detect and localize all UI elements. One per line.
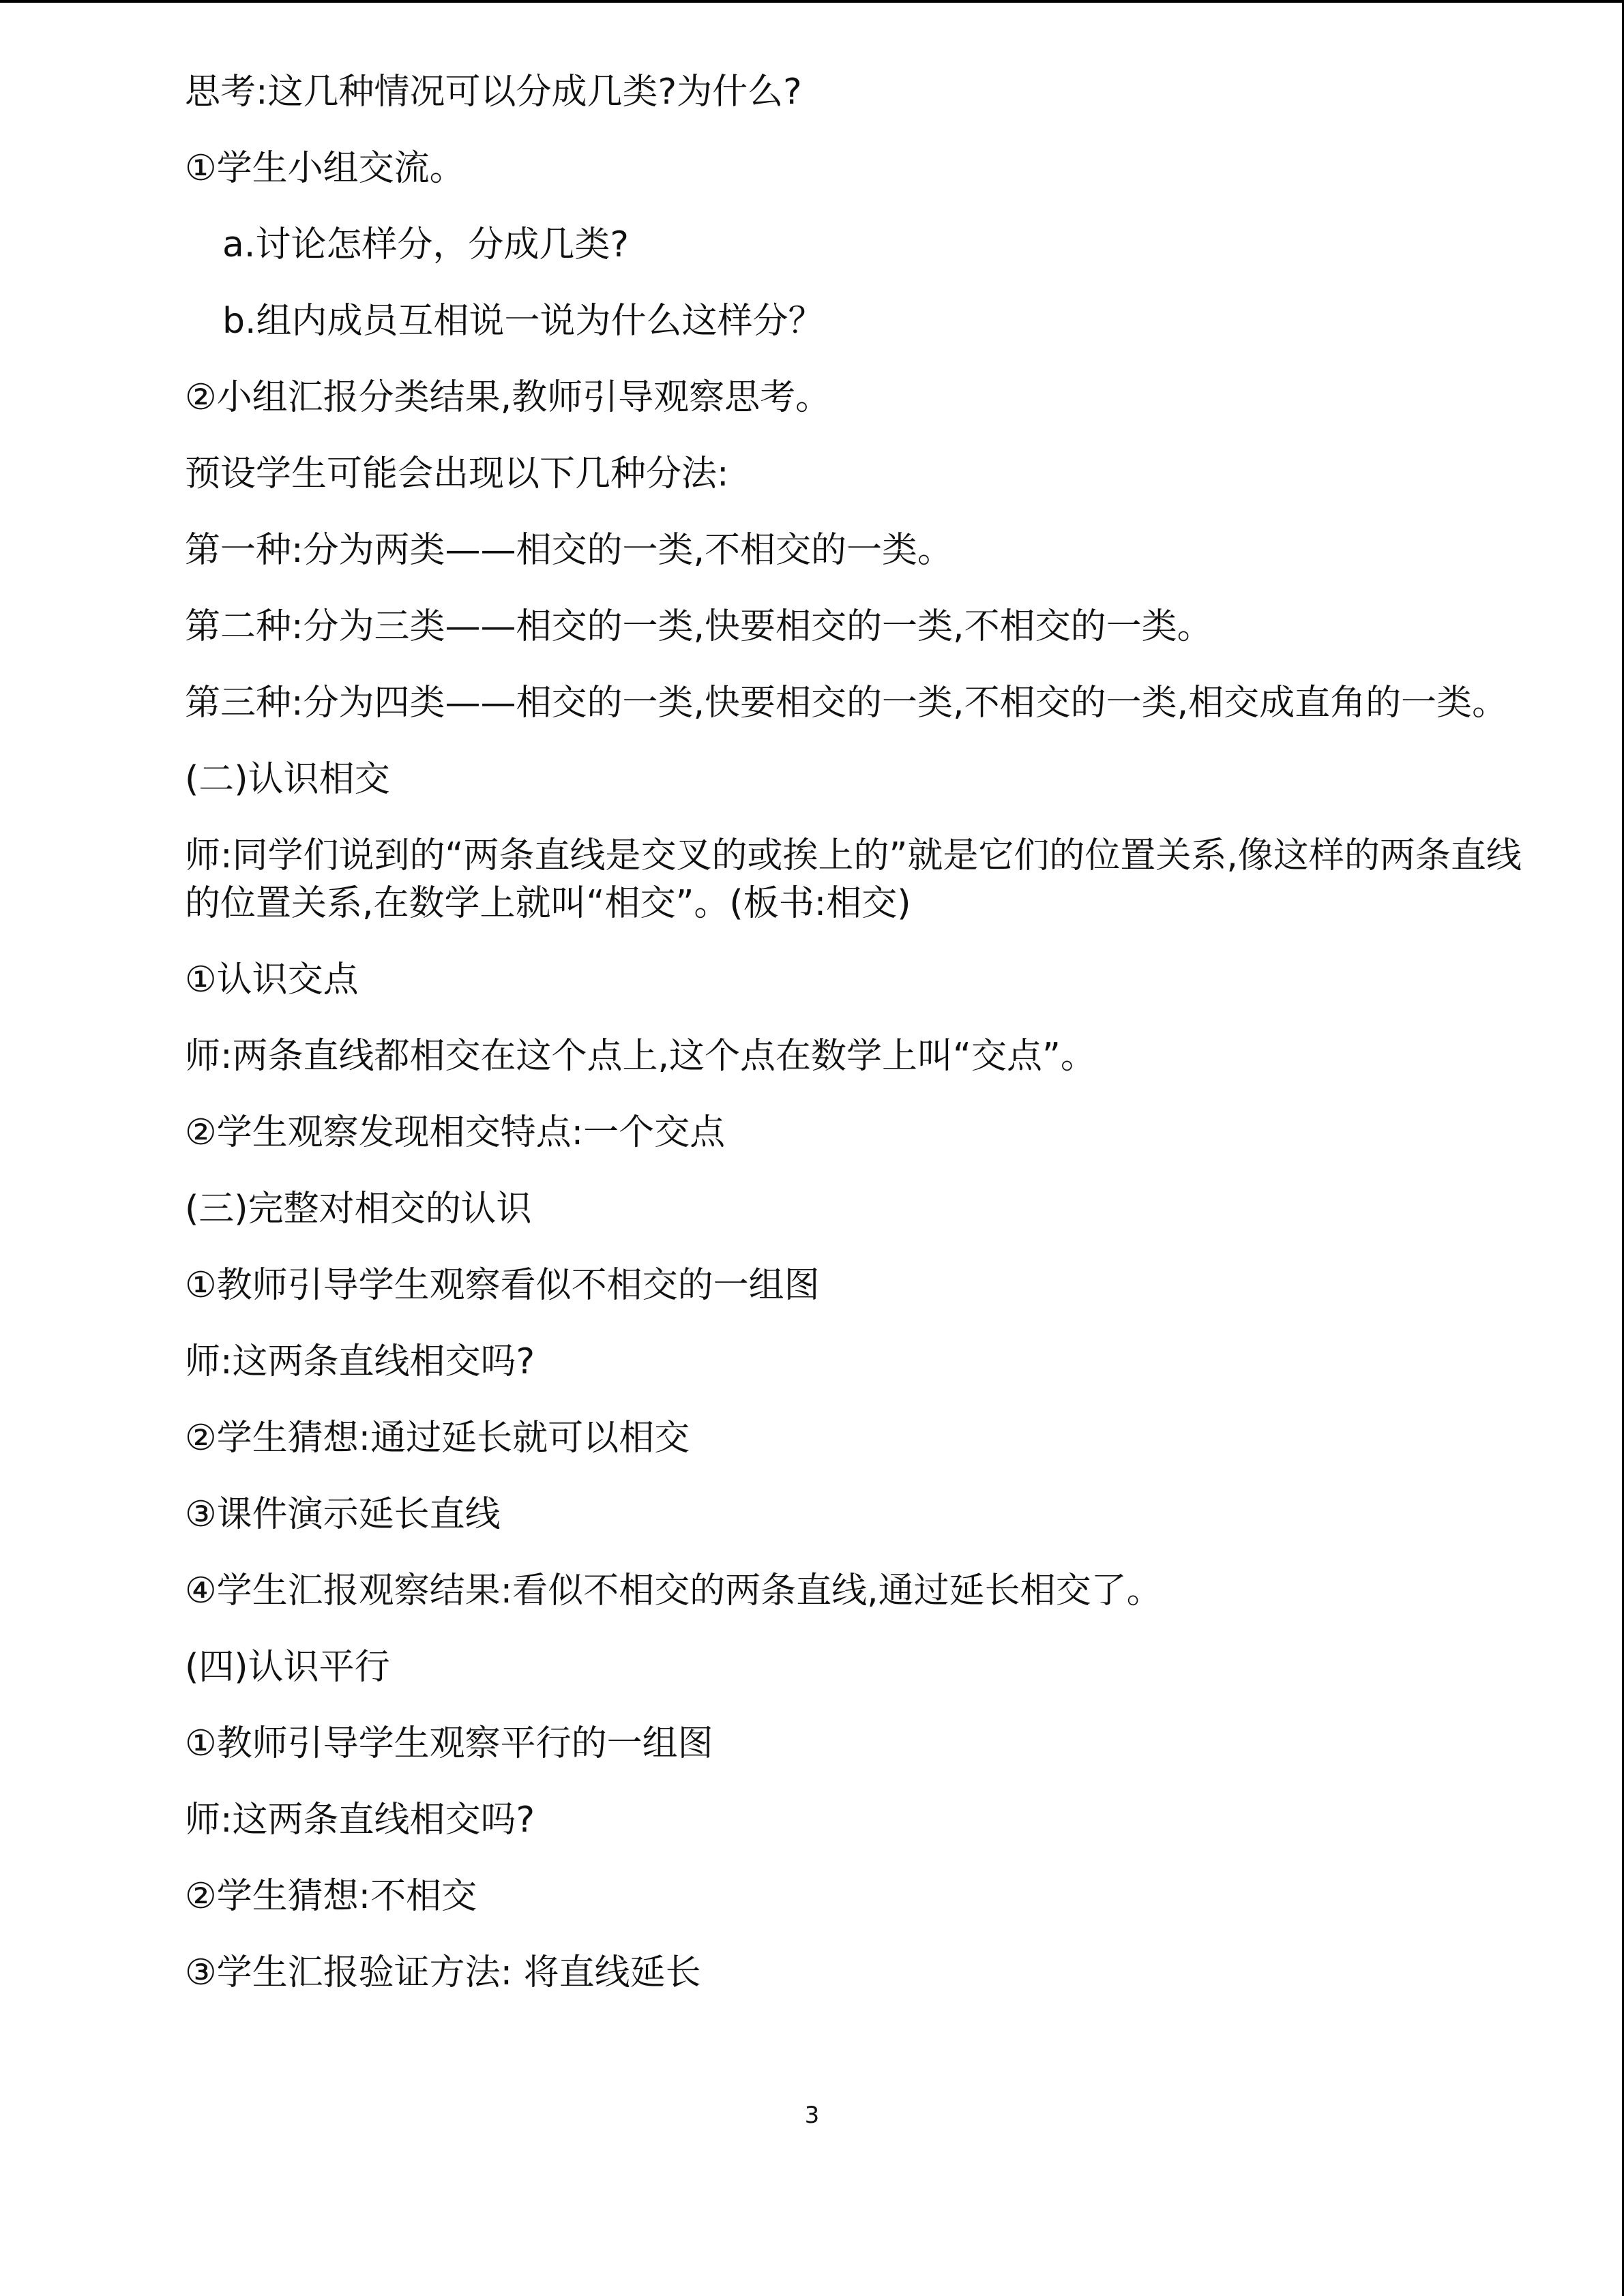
paragraph: ①教师引导学生观察平行的一组图 [185,1723,713,1764]
paragraph: (三)完整对相交的认识 [185,1189,532,1229]
document-body [185,68,1535,2025]
paragraph: ③学生汇报验证方法: 将直线延长 [185,1952,701,1993]
paragraph: (二)认识相交 [185,759,390,800]
paragraph: 师:这两条直线相交吗? [185,1341,535,1382]
paragraph: 师:两条直线都相交在这个点上,这个点在数学上叫“交点”。 [185,1036,1096,1077]
paragraph: ②小组汇报分类结果,教师引导观察思考。 [185,377,831,418]
paragraph: 预设学生可能会出现以下几种分法: [185,453,729,494]
paragraph: (四)认识平行 [185,1647,390,1688]
paragraph: ①学生小组交流。 [185,148,465,189]
paragraph: ③课件演示延长直线 [185,1494,501,1535]
paragraph: 思考:这几种情况可以分成几类?为什么? [185,72,802,113]
page-number: 3 [804,2102,820,2129]
paragraph: ②学生观察发现相交特点:一个交点 [185,1112,726,1153]
paragraph: ①教师引导学生观察看似不相交的一组图 [185,1265,820,1306]
paragraph: 师:同学们说到的“两条直线是交叉的或挨上的”就是它们的位置关系,像这样的两条直线的位置关系,在数学上就叫“相交”。(板书:相交) [185,835,1522,924]
paragraph: ②学生猜想:不相交 [185,1876,477,1917]
paragraph: 第二种:分为三类——相交的一类,快要相交的一类,不相交的一类。 [185,606,1213,647]
paragraph: ①认识交点 [185,959,359,1000]
paragraph: b.组内成员互相说一说为什么这样分？ [222,301,824,342]
paragraph: ②学生猜想:通过延长就可以相交 [185,1418,690,1459]
page-top-border [0,0,1624,3]
paragraph: ④学生汇报观察结果:看似不相交的两条直线,通过延长相交了。 [185,1570,1162,1611]
paragraph: 第三种:分为四类——相交的一类,快要相交的一类,不相交的一类,相交成直角的一类。 [185,683,1508,724]
paragraph: 第一种:分为两类——相交的一类,不相交的一类。 [185,530,954,571]
paragraph: a.讨论怎样分，分成几类? [222,224,629,265]
paragraph: 师:这两条直线相交吗? [185,1800,535,1840]
